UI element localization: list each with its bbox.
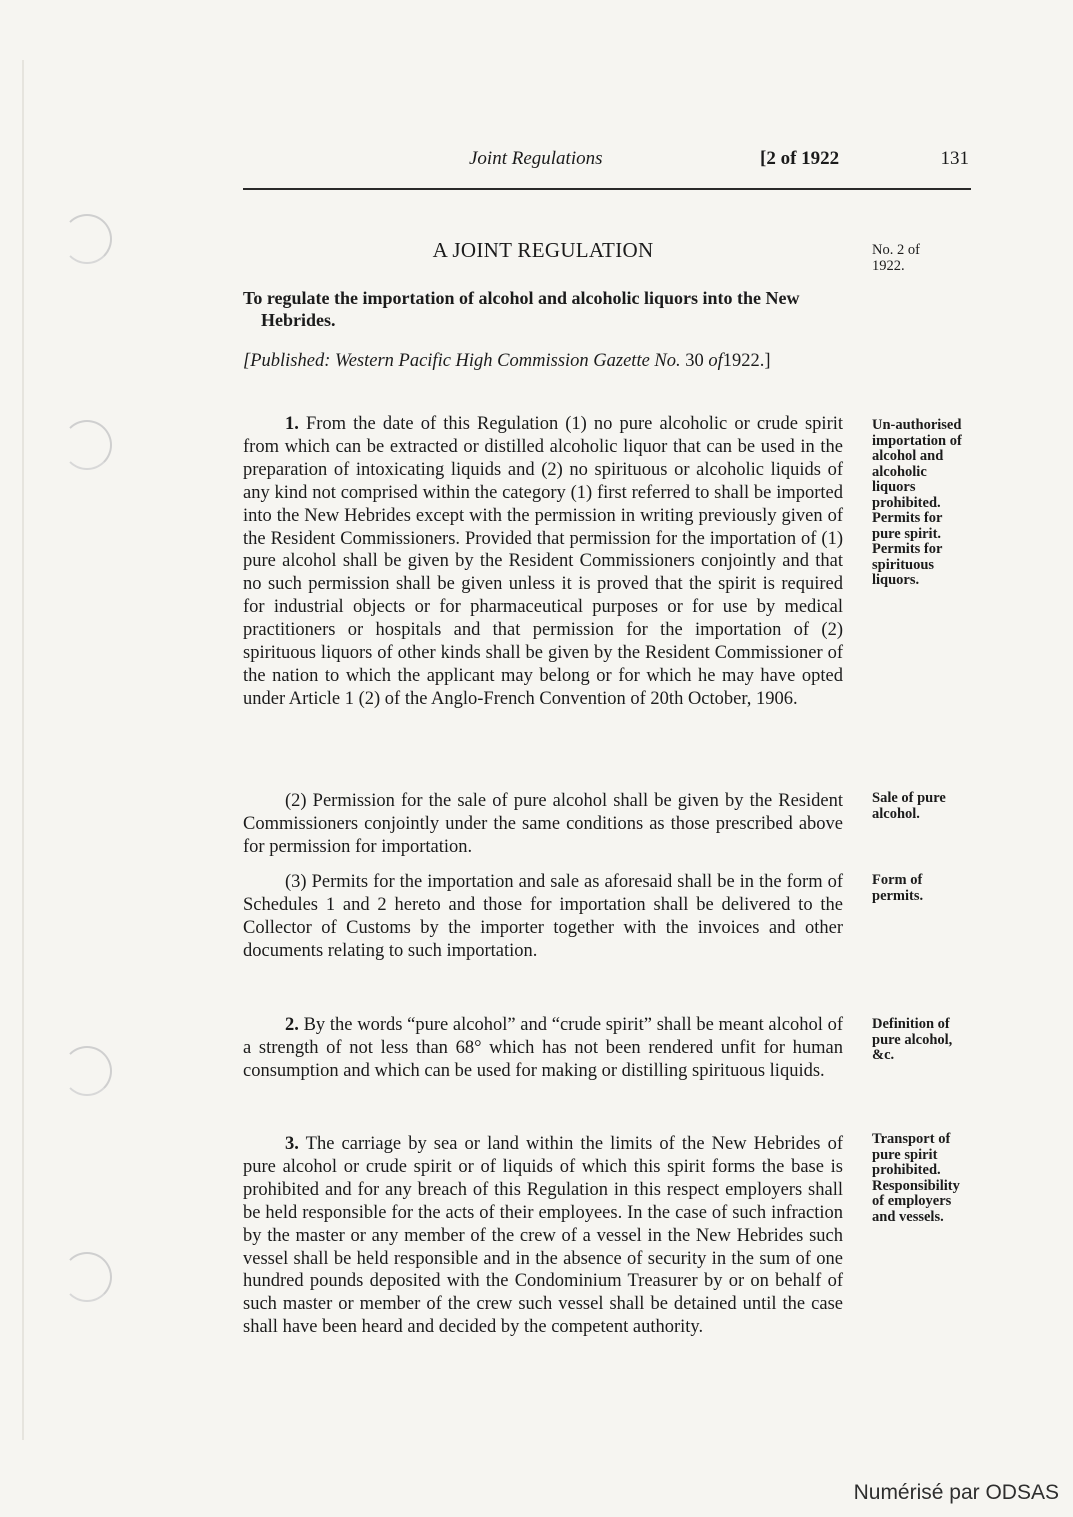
punch-hole-1 [62,214,112,264]
section-1-3 [243,871,843,963]
page-edge-shadow [22,60,24,1440]
margin-note-5: Transport of pure spirit prohibited. Responsibility of employers and vessels. [872,1131,960,1225]
section-number: 3. [285,1134,299,1154]
section-text: From the date of this Regulation (1) no pure alcoholic or crude spirit from which can be extracted or distilled alcoholic liquor that can be used in the preparation of intoxicating liquids and (2) no spirituous or alcoholic liquids of any kind not comprised within the category (1) first referred to shall be imported into the New Hebrides except with the permission in writing previously given of the Resident Commissioners. Provided that permission for the importation of (1) pure alcohol shall be given by the Resident Commissioners conjointly and that no such permission shall be given unless it is proved that the spirit is required for industrial objects or for pharmaceutical purposes or for use by medical practitioners or hospitals and that permission for the importation of (2) spirituous liquors of other kinds shall be given by the Resident Commissioner of the nation to which the applicant may belong or for which he may have opted under Article 1 (2) of the Anglo-French Convention of 20th October, 1906. [243,414,844,709]
side-regulation-number: No. 2 of 1922. [872,242,920,274]
publication-prefix: [Published: Western Pacific High Commission Gazette No. [243,351,681,371]
punch-hole-2 [62,420,112,470]
section-number: (2) [285,791,307,811]
gazette-year: 1922.] [722,351,771,371]
page-number: 131 [940,148,969,169]
section-3 [243,1133,843,1339]
section-number: (3) [285,872,307,892]
publication-note [243,351,853,372]
section-text: Permits for the importation and sale as aforesaid shall be in the form of Schedules 1 and 2 hereto and those for importation shall be delivered to the Collector of Customs by the importer together with the invoices and other documents relating to such importation. [243,872,844,961]
section-number: 1. [285,414,299,434]
section-text: The carriage by sea or land within the limits of the New Hebrides of pure alcohol or crude spirit or of liquids of which this spirit forms the base is prohibited and for any breach of this Regulation in this respect employers shall be held responsible for the acts of their employees. In the case of such infraction by the master or any member of the crew of a vessel in the New Hebrides such vessel shall be held responsible and in the absence of security in the sum of one hundred pounds deposited with the Condominium Treasurer by or on behalf of such master or member of the crew such vessel shall be detained until the case shall have been heard and decided by the competent authority. [243,1134,843,1338]
margin-note-2: Sale of pure alcohol. [872,790,946,822]
header-title: Joint Regulations [469,148,603,169]
section-1-2 [243,790,843,859]
punch-hole-4 [62,1252,112,1302]
running-header [243,148,971,178]
gazette-number: 30 [685,351,704,371]
punch-hole-3 [62,1046,112,1096]
publication-of: of [708,351,723,371]
digitization-stamp: Numérisé par ODSAS [853,1481,1059,1504]
regulation-heading: A JOINT REGULATION [432,238,654,262]
header-regulation-number: [2 of 1922 [760,148,840,169]
section-1 [243,413,843,711]
regulation-subtitle: To regulate the importation of alcohol and alcoholic liquors into the New Hebrides. [243,288,800,330]
header-rule [243,188,971,190]
section-text: Permission for the sale of pure alcohol shall be given by the Resident Commissioners conjointly under the same conditions as those prescribed above for permission for importation. [243,791,843,857]
section-text: By the words “pure alcohol” and “crude spirit” shall be meant alcohol of a strength of not less than 68° which has not been rendered unfit for human consumption and which can be used for making or distilling spirituous liquids. [243,1015,844,1081]
section-number: 2. [285,1015,299,1035]
section-2 [243,1014,843,1083]
margin-note-1: Un-authorised importation of alcohol and alcoholic liquors prohibited. Permits for pure spirit. Permits for spirituous liquors. [872,417,962,588]
margin-note-4: Definition of pure alcohol, &c. [872,1016,953,1063]
margin-note-3: Form of permits. [872,872,924,904]
